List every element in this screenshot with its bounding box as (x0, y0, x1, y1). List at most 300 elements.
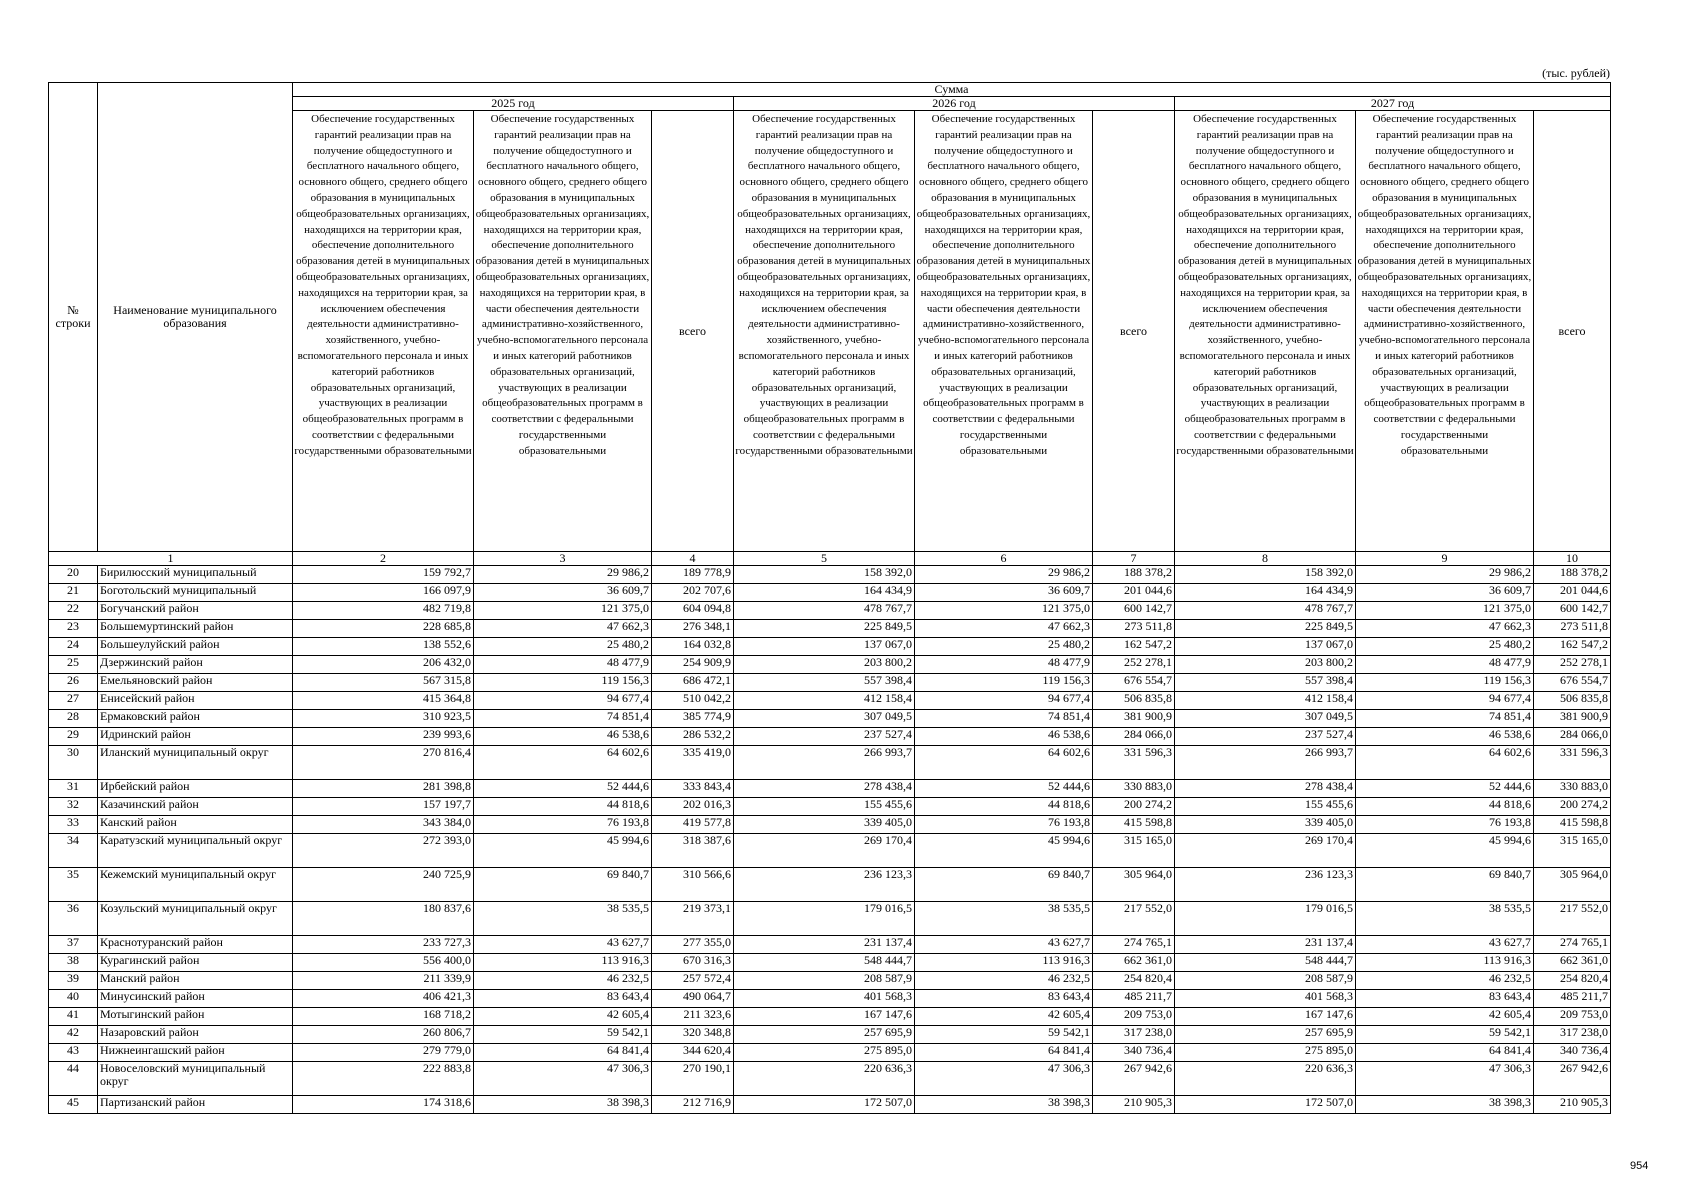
value-cell: 506 835,8 (1534, 692, 1611, 710)
municipality-name: Иланский муниципальный округ (98, 746, 293, 780)
value-cell: 252 278,1 (1534, 656, 1611, 674)
value-cell: 340 736,4 (1534, 1044, 1611, 1062)
header-desc-2027-a: Обеспечение государственных гарантий реализации прав на получение общедоступного и бесплатного начального общего, основного общего, среднего общего образования в муниципальных общеобразовательных организациях, находящихся на территории края, обеспечение дополнительного образования детей в муниципальных общеобразовательных организациях, находящихся на территории края, за исключением обеспечения деятельности административно-хозяйственного, учебно-вспомогательного персонала и иных категорий работников образовательных организаций, участвующих в реализации общеобразовательных программ в соответствии с федеральными государственными образовательными (1175, 111, 1356, 552)
value-cell: 670 316,3 (652, 954, 734, 972)
header-desc-2025-b: Обеспечение государственных гарантий реализации прав на получение общедоступного и бесплатного начального общего, основного общего, среднего общего образования в муниципальных общеобразовательных организациях, находящихся на территории края, обеспечение дополнительного образования детей в муниципальных общеобразовательных организациях, находящихся на территории края, в части обеспечения деятельности административно-хозяйственного, учебно-вспомогательного персонала и иных категорий работников образовательных организаций, участвующих в реализации общеобразовательных программ в соответствии с федеральными государственными образовательными (474, 111, 652, 552)
value-cell: 43 627,7 (915, 936, 1093, 954)
value-cell: 567 315,8 (293, 674, 474, 692)
column-number: 9 (1356, 552, 1534, 566)
value-cell: 44 818,6 (474, 798, 652, 816)
value-cell: 211 323,6 (652, 1008, 734, 1026)
value-cell: 137 067,0 (1175, 638, 1356, 656)
value-cell: 281 398,8 (293, 780, 474, 798)
municipality-name: Дзержинский район (98, 656, 293, 674)
municipality-name: Нижнеингашский район (98, 1044, 293, 1062)
value-cell: 600 142,7 (1534, 602, 1611, 620)
municipality-name: Большеулуйский район (98, 638, 293, 656)
value-cell: 94 677,4 (474, 692, 652, 710)
value-cell: 29 986,2 (474, 566, 652, 584)
column-number: 4 (652, 552, 734, 566)
value-cell: 254 909,9 (652, 656, 734, 674)
value-cell: 200 274,2 (1534, 798, 1611, 816)
table-row (49, 1044, 1611, 1062)
value-cell: 47 662,3 (474, 620, 652, 638)
value-cell: 47 306,3 (915, 1062, 1093, 1096)
value-cell: 210 905,3 (1534, 1096, 1611, 1114)
value-cell: 305 964,0 (1093, 868, 1175, 902)
value-cell: 279 779,0 (293, 1044, 474, 1062)
row-number: 28 (49, 710, 98, 728)
value-cell: 46 232,5 (1356, 972, 1534, 990)
value-cell: 506 835,8 (1093, 692, 1175, 710)
value-cell: 46 538,6 (1356, 728, 1534, 746)
row-number: 23 (49, 620, 98, 638)
value-cell: 137 067,0 (734, 638, 915, 656)
value-cell: 188 378,2 (1093, 566, 1175, 584)
value-cell: 164 434,9 (1175, 584, 1356, 602)
value-cell: 307 049,5 (734, 710, 915, 728)
value-cell: 548 444,7 (734, 954, 915, 972)
value-cell: 47 306,3 (474, 1062, 652, 1096)
header-municipality-name: Наименование муниципального образования (98, 83, 293, 552)
page-number: 954 (1630, 1160, 1649, 1172)
value-cell: 138 552,6 (293, 638, 474, 656)
value-cell: 155 455,6 (734, 798, 915, 816)
value-cell: 69 840,7 (474, 868, 652, 902)
value-cell: 257 695,9 (1175, 1026, 1356, 1044)
value-cell: 266 993,7 (1175, 746, 1356, 780)
value-cell: 45 994,6 (474, 834, 652, 868)
row-number: 29 (49, 728, 98, 746)
table-row (49, 936, 1611, 954)
value-cell: 315 165,0 (1093, 834, 1175, 868)
header-desc-2025-a: Обеспечение государственных гарантий реализации прав на получение общедоступного и бесплатного начального общего, основного общего, среднего общего образования в муниципальных общеобразовательных организациях, находящихся на территории края, обеспечение дополнительного образования детей в муниципальных общеобразовательных организациях, находящихся на территории края, за исключением обеспечения деятельности административно-хозяйственного, учебно-вспомогательного персонала и иных категорий работников образовательных организаций, участвующих в реализации общеобразовательных программ в соответствии с федеральными государственными образовательными (293, 111, 474, 552)
value-cell: 83 643,4 (1356, 990, 1534, 1008)
table-row (49, 746, 1611, 780)
value-cell: 330 883,0 (1093, 780, 1175, 798)
value-cell: 59 542,1 (1356, 1026, 1534, 1044)
value-cell: 412 158,4 (734, 692, 915, 710)
value-cell: 343 384,0 (293, 816, 474, 834)
value-cell: 121 375,0 (1356, 602, 1534, 620)
value-cell: 206 432,0 (293, 656, 474, 674)
value-cell: 64 841,4 (1356, 1044, 1534, 1062)
table-row (49, 834, 1611, 868)
value-cell: 113 916,3 (474, 954, 652, 972)
municipality-name: Большемуртинский район (98, 620, 293, 638)
value-cell: 76 193,8 (915, 816, 1093, 834)
value-cell: 74 851,4 (915, 710, 1093, 728)
value-cell: 331 596,3 (1534, 746, 1611, 780)
value-cell: 155 455,6 (1175, 798, 1356, 816)
value-cell: 240 725,9 (293, 868, 474, 902)
value-cell: 401 568,3 (734, 990, 915, 1008)
table-row (49, 674, 1611, 692)
column-number: 8 (1175, 552, 1356, 566)
value-cell: 305 964,0 (1534, 868, 1611, 902)
value-cell: 335 419,0 (652, 746, 734, 780)
value-cell: 272 393,0 (293, 834, 474, 868)
value-cell: 278 438,4 (1175, 780, 1356, 798)
value-cell: 42 605,4 (1356, 1008, 1534, 1026)
municipality-name: Ирбейский район (98, 780, 293, 798)
value-cell: 231 137,4 (1175, 936, 1356, 954)
value-cell: 29 986,2 (915, 566, 1093, 584)
value-cell: 257 572,4 (652, 972, 734, 990)
value-cell: 381 900,9 (1534, 710, 1611, 728)
value-cell: 277 355,0 (652, 936, 734, 954)
value-cell: 317 238,0 (1534, 1026, 1611, 1044)
table-row (49, 602, 1611, 620)
value-cell: 269 170,4 (1175, 834, 1356, 868)
municipality-name: Минусинский район (98, 990, 293, 1008)
column-number: 3 (474, 552, 652, 566)
municipality-name: Назаровский район (98, 1026, 293, 1044)
value-cell: 478 767,7 (1175, 602, 1356, 620)
table-row (49, 990, 1611, 1008)
table-row (49, 816, 1611, 834)
value-cell: 42 605,4 (474, 1008, 652, 1026)
value-cell: 273 511,8 (1093, 620, 1175, 638)
value-cell: 64 602,6 (1356, 746, 1534, 780)
column-number: 1 (49, 552, 293, 566)
row-number: 20 (49, 566, 98, 584)
value-cell: 59 542,1 (474, 1026, 652, 1044)
municipality-name: Емельяновский район (98, 674, 293, 692)
row-number: 41 (49, 1008, 98, 1026)
row-number: 21 (49, 584, 98, 602)
row-number: 35 (49, 868, 98, 902)
header-year-2027: 2027 год (1175, 97, 1611, 111)
value-cell: 320 348,8 (652, 1026, 734, 1044)
header-desc-2027-b: Обеспечение государственных гарантий реализации прав на получение общедоступного и бесплатного начального общего, основного общего, среднего общего образования в муниципальных общеобразовательных организациях, находящихся на территории края, обеспечение дополнительного образования детей в муниципальных общеобразовательных организациях, находящихся на территории края, в части обеспечения деятельности административно-хозяйственного, учебно-вспомогательного персонала и иных категорий работников образовательных организаций, участвующих в реализации общеобразовательных программ в соответствии с федеральными государственными образовательными (1356, 111, 1534, 552)
value-cell: 406 421,3 (293, 990, 474, 1008)
value-cell: 275 895,0 (734, 1044, 915, 1062)
value-cell: 202 707,6 (652, 584, 734, 602)
value-cell: 48 477,9 (474, 656, 652, 674)
value-cell: 113 916,3 (1356, 954, 1534, 972)
value-cell: 162 547,2 (1534, 638, 1611, 656)
value-cell: 76 193,8 (1356, 816, 1534, 834)
column-number: 7 (1093, 552, 1175, 566)
column-number: 2 (293, 552, 474, 566)
value-cell: 38 535,5 (1356, 902, 1534, 936)
value-cell: 47 306,3 (1356, 1062, 1534, 1096)
table-row (49, 798, 1611, 816)
value-cell: 233 727,3 (293, 936, 474, 954)
value-cell: 64 602,6 (915, 746, 1093, 780)
value-cell: 286 532,2 (652, 728, 734, 746)
value-cell: 48 477,9 (915, 656, 1093, 674)
table-row (49, 728, 1611, 746)
row-number: 36 (49, 902, 98, 936)
municipality-name: Мотыгинский район (98, 1008, 293, 1026)
header-desc-2026-b: Обеспечение государственных гарантий реализации прав на получение общедоступного и бесплатного начального общего, основного общего, среднего общего образования в муниципальных общеобразовательных организациях, находящихся на территории края, обеспечение дополнительного образования детей в муниципальных общеобразовательных организациях, находящихся на территории края, в части обеспечения деятельности административно-хозяйственного, учебно-вспомогательного персонала и иных категорий работников образовательных организаций, участвующих в реализации общеобразовательных программ в соответствии с федеральными государственными образовательными (915, 111, 1093, 552)
value-cell: 676 554,7 (1093, 674, 1175, 692)
municipality-name: Канский район (98, 816, 293, 834)
municipality-name: Енисейский район (98, 692, 293, 710)
value-cell: 166 097,9 (293, 584, 474, 602)
value-cell: 236 123,3 (1175, 868, 1356, 902)
value-cell: 69 840,7 (1356, 868, 1534, 902)
header-total-2025: всего (652, 111, 734, 552)
value-cell: 260 806,7 (293, 1026, 474, 1044)
value-cell: 167 147,6 (1175, 1008, 1356, 1026)
table-row (49, 780, 1611, 798)
municipality-name: Манский район (98, 972, 293, 990)
value-cell: 121 375,0 (474, 602, 652, 620)
value-cell: 69 840,7 (915, 868, 1093, 902)
value-cell: 212 716,9 (652, 1096, 734, 1114)
value-cell: 164 032,8 (652, 638, 734, 656)
value-cell: 662 361,0 (1093, 954, 1175, 972)
municipality-name: Каратузский муниципальный округ (98, 834, 293, 868)
value-cell: 415 598,8 (1534, 816, 1611, 834)
value-cell: 43 627,7 (1356, 936, 1534, 954)
header-year-2026: 2026 год (734, 97, 1175, 111)
row-number: 39 (49, 972, 98, 990)
value-cell: 385 774,9 (652, 710, 734, 728)
row-number: 42 (49, 1026, 98, 1044)
value-cell: 318 387,6 (652, 834, 734, 868)
value-cell: 269 170,4 (734, 834, 915, 868)
value-cell: 172 507,0 (734, 1096, 915, 1114)
municipality-name: Бирилюсский муниципальный (98, 566, 293, 584)
value-cell: 162 547,2 (1093, 638, 1175, 656)
value-cell: 220 636,3 (1175, 1062, 1356, 1096)
header-total-2027: всего (1534, 111, 1611, 552)
value-cell: 180 837,6 (293, 902, 474, 936)
value-cell: 676 554,7 (1534, 674, 1611, 692)
value-cell: 157 197,7 (293, 798, 474, 816)
value-cell: 179 016,5 (1175, 902, 1356, 936)
row-number: 30 (49, 746, 98, 780)
value-cell: 254 820,4 (1534, 972, 1611, 990)
value-cell: 64 841,4 (474, 1044, 652, 1062)
header-row-sum (49, 83, 1611, 97)
value-cell: 172 507,0 (1175, 1096, 1356, 1114)
value-cell: 482 719,8 (293, 602, 474, 620)
header-total-2026: всего (1093, 111, 1175, 552)
value-cell: 200 274,2 (1093, 798, 1175, 816)
table-row (49, 1008, 1611, 1026)
row-number: 34 (49, 834, 98, 868)
row-number: 44 (49, 1062, 98, 1096)
value-cell: 45 994,6 (1356, 834, 1534, 868)
value-cell: 275 895,0 (1175, 1044, 1356, 1062)
value-cell: 38 398,3 (1356, 1096, 1534, 1114)
value-cell: 119 156,3 (1356, 674, 1534, 692)
row-number: 38 (49, 954, 98, 972)
value-cell: 64 602,6 (474, 746, 652, 780)
value-cell: 48 477,9 (1356, 656, 1534, 674)
table-row (49, 656, 1611, 674)
value-cell: 310 923,5 (293, 710, 474, 728)
value-cell: 225 849,5 (1175, 620, 1356, 638)
value-cell: 74 851,4 (1356, 710, 1534, 728)
value-cell: 38 535,5 (474, 902, 652, 936)
value-cell: 412 158,4 (1175, 692, 1356, 710)
header-sum: Сумма (293, 83, 1611, 97)
row-number: 22 (49, 602, 98, 620)
value-cell: 158 392,0 (734, 566, 915, 584)
value-cell: 76 193,8 (474, 816, 652, 834)
value-cell: 217 552,0 (1534, 902, 1611, 936)
value-cell: 38 535,5 (915, 902, 1093, 936)
value-cell: 36 609,7 (474, 584, 652, 602)
value-cell: 600 142,7 (1093, 602, 1175, 620)
value-cell: 401 568,3 (1175, 990, 1356, 1008)
value-cell: 415 364,8 (293, 692, 474, 710)
value-cell: 270 190,1 (652, 1062, 734, 1096)
table-row (49, 638, 1611, 656)
value-cell: 237 527,4 (1175, 728, 1356, 746)
row-number: 37 (49, 936, 98, 954)
value-cell: 121 375,0 (915, 602, 1093, 620)
column-number: 5 (734, 552, 915, 566)
value-cell: 307 049,5 (1175, 710, 1356, 728)
value-cell: 228 685,8 (293, 620, 474, 638)
value-cell: 25 480,2 (1356, 638, 1534, 656)
table-row (49, 1026, 1611, 1044)
value-cell: 83 643,4 (915, 990, 1093, 1008)
value-cell: 113 916,3 (915, 954, 1093, 972)
row-number: 24 (49, 638, 98, 656)
municipality-name: Казачинский район (98, 798, 293, 816)
value-cell: 662 361,0 (1534, 954, 1611, 972)
value-cell: 74 851,4 (474, 710, 652, 728)
value-cell: 36 609,7 (1356, 584, 1534, 602)
value-cell: 333 843,4 (652, 780, 734, 798)
value-cell: 94 677,4 (915, 692, 1093, 710)
value-cell: 94 677,4 (1356, 692, 1534, 710)
row-number: 25 (49, 656, 98, 674)
value-cell: 236 123,3 (734, 868, 915, 902)
value-cell: 278 438,4 (734, 780, 915, 798)
units-label: (тыс. рублей) (1542, 66, 1610, 80)
row-number: 26 (49, 674, 98, 692)
value-cell: 159 792,7 (293, 566, 474, 584)
value-cell: 556 400,0 (293, 954, 474, 972)
row-number: 45 (49, 1096, 98, 1114)
value-cell: 209 753,0 (1534, 1008, 1611, 1026)
table-row (49, 566, 1611, 584)
value-cell: 44 818,6 (1356, 798, 1534, 816)
value-cell: 52 444,6 (1356, 780, 1534, 798)
table-row (49, 954, 1611, 972)
value-cell: 220 636,3 (734, 1062, 915, 1096)
value-cell: 257 695,9 (734, 1026, 915, 1044)
municipality-name: Кежемский муниципальный округ (98, 868, 293, 902)
value-cell: 208 587,9 (734, 972, 915, 990)
value-cell: 83 643,4 (474, 990, 652, 1008)
value-cell: 179 016,5 (734, 902, 915, 936)
value-cell: 46 538,6 (474, 728, 652, 746)
value-cell: 252 278,1 (1093, 656, 1175, 674)
value-cell: 315 165,0 (1534, 834, 1611, 868)
value-cell: 686 472,1 (652, 674, 734, 692)
value-cell: 267 942,6 (1534, 1062, 1611, 1096)
value-cell: 485 211,7 (1093, 990, 1175, 1008)
value-cell: 43 627,7 (474, 936, 652, 954)
municipality-name: Идринский район (98, 728, 293, 746)
table-row (49, 868, 1611, 902)
row-number: 32 (49, 798, 98, 816)
column-number: 10 (1534, 552, 1611, 566)
table-body (49, 566, 1611, 1114)
value-cell: 219 373,1 (652, 902, 734, 936)
value-cell: 217 552,0 (1093, 902, 1175, 936)
value-cell: 381 900,9 (1093, 710, 1175, 728)
table-row (49, 1096, 1611, 1114)
municipality-name: Боготольский муниципальный (98, 584, 293, 602)
table-row (49, 692, 1611, 710)
value-cell: 276 348,1 (652, 620, 734, 638)
budget-table (48, 82, 1611, 1114)
value-cell: 239 993,6 (293, 728, 474, 746)
value-cell: 164 434,9 (734, 584, 915, 602)
table-row (49, 1062, 1611, 1096)
value-cell: 225 849,5 (734, 620, 915, 638)
value-cell: 267 942,6 (1093, 1062, 1175, 1096)
value-cell: 119 156,3 (474, 674, 652, 692)
header-row-number: № строки (49, 83, 98, 552)
value-cell: 47 662,3 (1356, 620, 1534, 638)
value-cell: 273 511,8 (1534, 620, 1611, 638)
value-cell: 203 800,2 (1175, 656, 1356, 674)
value-cell: 557 398,4 (734, 674, 915, 692)
value-cell: 510 042,2 (652, 692, 734, 710)
value-cell: 202 016,3 (652, 798, 734, 816)
value-cell: 284 066,0 (1534, 728, 1611, 746)
table-row (49, 902, 1611, 936)
value-cell: 209 753,0 (1093, 1008, 1175, 1026)
value-cell: 231 137,4 (734, 936, 915, 954)
row-number: 27 (49, 692, 98, 710)
value-cell: 38 398,3 (474, 1096, 652, 1114)
municipality-name: Богучанский район (98, 602, 293, 620)
value-cell: 174 318,6 (293, 1096, 474, 1114)
value-cell: 208 587,9 (1175, 972, 1356, 990)
value-cell: 415 598,8 (1093, 816, 1175, 834)
value-cell: 42 605,4 (915, 1008, 1093, 1026)
table-row (49, 972, 1611, 990)
value-cell: 38 398,3 (915, 1096, 1093, 1114)
value-cell: 274 765,1 (1093, 936, 1175, 954)
column-numbers-row (49, 552, 1611, 566)
value-cell: 46 232,5 (915, 972, 1093, 990)
value-cell: 45 994,6 (915, 834, 1093, 868)
header-desc-2026-a: Обеспечение государственных гарантий реализации прав на получение общедоступного и бесплатного начального общего, основного общего, среднего общего образования в муниципальных общеобразовательных организациях, находящихся на территории края, обеспечение дополнительного образования детей в муниципальных общеобразовательных организациях, находящихся на территории края, за исключением обеспечения деятельности административно-хозяйственного, учебно-вспомогательного персонала и иных категорий работников образовательных организаций, участвующих в реализации общеобразовательных программ в соответствии с федеральными государственными образовательными (734, 111, 915, 552)
table-row (49, 584, 1611, 602)
header-year-2025: 2025 год (293, 97, 734, 111)
value-cell: 29 986,2 (1356, 566, 1534, 584)
row-number: 31 (49, 780, 98, 798)
value-cell: 25 480,2 (915, 638, 1093, 656)
value-cell: 339 405,0 (1175, 816, 1356, 834)
value-cell: 478 767,7 (734, 602, 915, 620)
value-cell: 203 800,2 (734, 656, 915, 674)
value-cell: 25 480,2 (474, 638, 652, 656)
value-cell: 52 444,6 (915, 780, 1093, 798)
value-cell: 419 577,8 (652, 816, 734, 834)
column-number: 6 (915, 552, 1093, 566)
value-cell: 64 841,4 (915, 1044, 1093, 1062)
value-cell: 189 778,9 (652, 566, 734, 584)
row-number: 40 (49, 990, 98, 1008)
row-number: 33 (49, 816, 98, 834)
value-cell: 490 064,7 (652, 990, 734, 1008)
